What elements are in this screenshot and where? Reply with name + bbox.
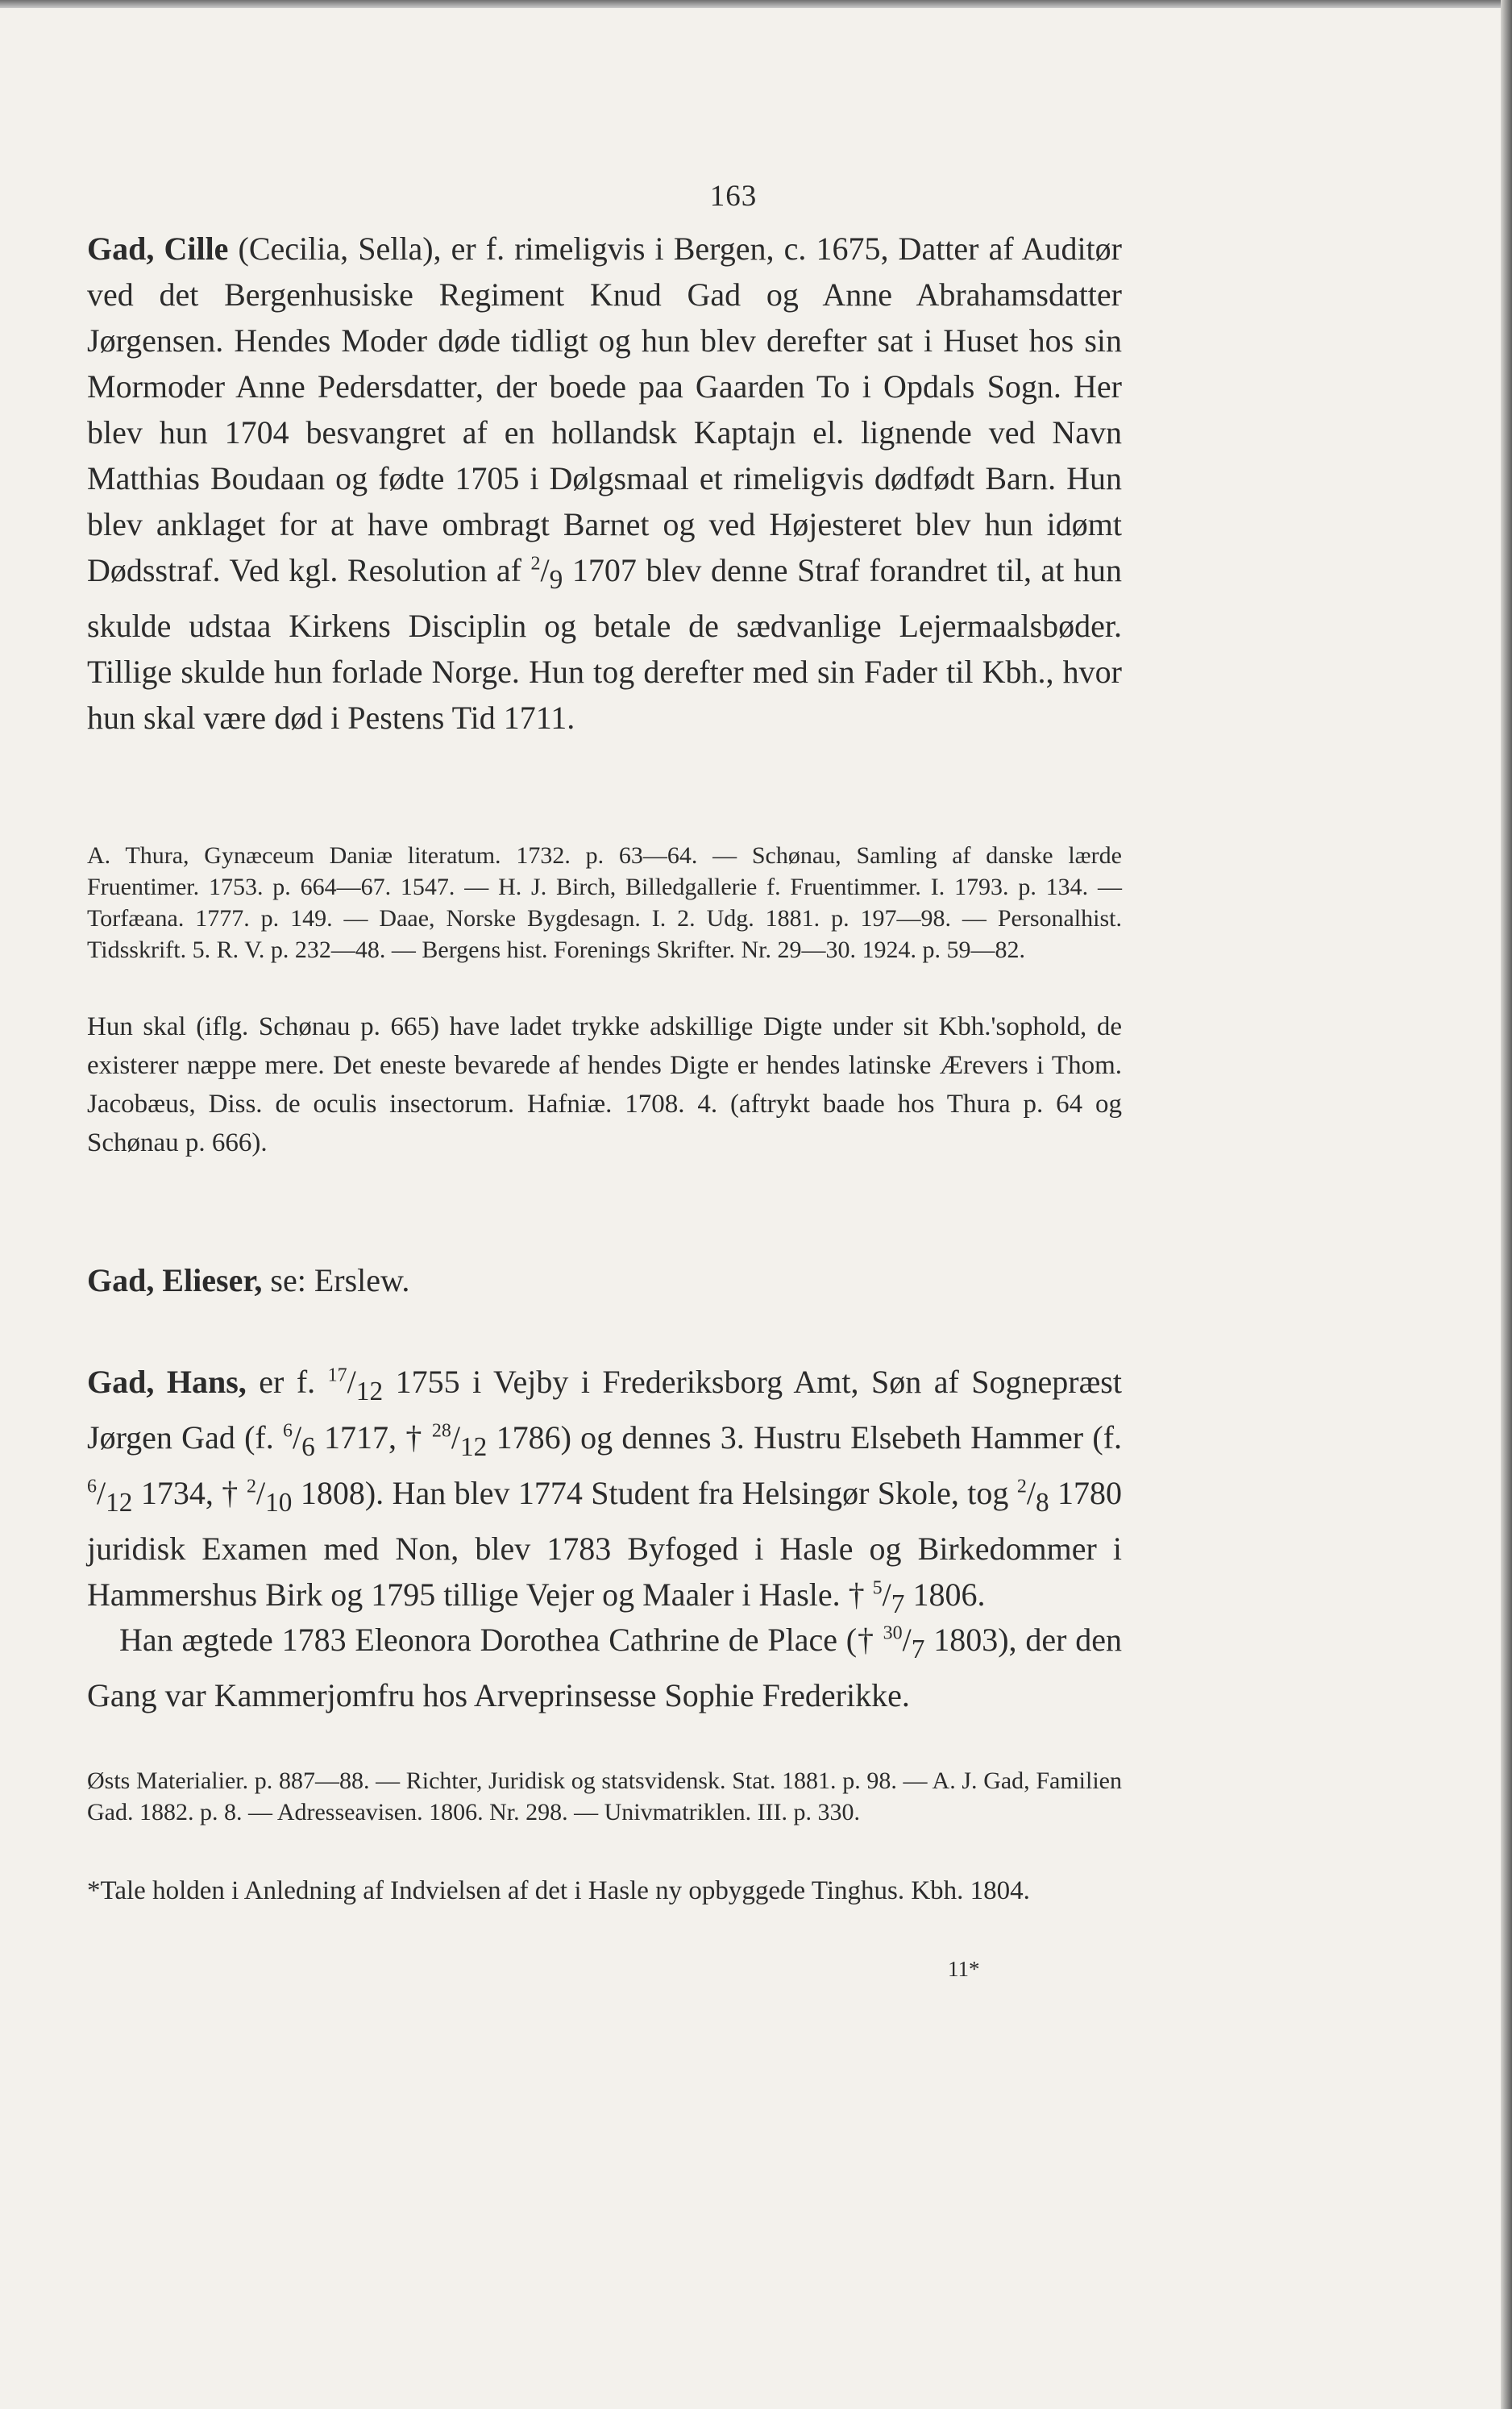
entry-hans-references: Østs Materialier. p. 887—88. — Richter, Juridisk og statsvidensk. Stat. 1881. p. 98. — A. J. Gad, Familien Gad. 1882. p. 8. — Adresseavisen. 1806. Nr. 298. — Univmatriklen. III. p. 330. — [87, 1767, 1122, 1825]
entry-hans-heading: Gad, Hans, — [87, 1364, 247, 1400]
printer-signature: 11* — [948, 1957, 980, 1981]
scan-top-edge — [0, 0, 1512, 8]
scan-right-edge — [1501, 0, 1512, 2409]
entry-hans-note: *Tale holden i Anledning af Indvielsen af det i Hasle ny opbyggede Tinghus. Kbh. 1804. — [87, 1876, 1030, 1905]
entry-hans-body: Gad, Hans, er f. $^{17}/_{12}$ 1755 i Vejby i Frederiksborg Amt, Søn af Sognepræst Jørgen Gad (f. $^6/_6$ 1717, † $^{28}/_{12}$ 1786) og dennes 3. Hustru Elsebeth Hammer (f. $^6/_{12}$ 1734, † $^2/_{10}$ 1808). Han blev 1774 Student fra Helsingør Skole, tog $^2/_8$ 1780 juridisk Examen med Non, blev 1783 Byfoged i Hasle og Birkedommer i Hammershus Birk og 1795 tillige Vejer og Maaler i Hasle. † $^5/_7$ 1806. — [87, 1364, 1123, 1619]
page-number: 163 — [709, 180, 758, 213]
entry-cille-note: Hun skal (iflg. Schønau p. 665) have ladet trykke adskillige Digte under sit Kbh.'sophold, de existerer næppe mere. Det eneste bevarede af hendes Digte er hendes latinske Ærevers i Thom. Jacobæus, Diss. de oculis insectorum. Hafniæ. 1708. 4. (aftrykt baade hos Thura p. 64 og Schønau p. 666). — [87, 1012, 1122, 1157]
entry-elieser: Gad, Elieser, se: Erslew. — [87, 1262, 410, 1298]
entry-cille-references: A. Thura, Gynæceum Daniæ literatum. 1732. p. 63—64. — Schønau, Samling af danske lærde Fruentimer. 1753. p. 664—67. 1547. — H. J. Birch, Billedgallerie f. Fruentimmer. I. 1793. p. 134. — Torfæana. 1777. p. 149. — Daae, Norske Bygdesagn. I. 2. Udg. 1881. p. 197—98. — Personalhist. Tidsskrift. 5. R. V. p. 232—48. — Bergens hist. Forenings Skrifter. Nr. 29—30. 1924. p. 59—82. — [87, 842, 1122, 963]
entry-elieser-heading: Gad, Elieser, — [87, 1262, 263, 1298]
entry-cille-body: Gad, Cille (Cecilia, Sella), er f. rimeligvis i Bergen, c. 1675, Datter af Auditør ved det Bergenhusiske Regiment Knud Gad og Anne Abrahamsdatter Jørgensen. Hendes Moder døde tidligt og hun blev derefter sat i Huset hos sin Mormoder Anne Pedersdatter, der boede paa Gaarden To i Opdals Sogn. Her blev hun 1704 besvangret af en hollandsk Kaptajn el. lignende ved Navn Matthias Boudaan og fødte 1705 i Dølgsmaal et rimeligvis dødfødt Barn. Hun blev anklaget for at have ombragt Barnet og ved Højesteret blev hun idømt Dødsstraf. Ved kgl. Resolution af $^2/_9$ 1707 blev denne Straf forandret til, at hun skulde udstaa Kirkens Disciplin og betale de sædvanlige Lejermaalsbøder. Tillige skulde hun forlade Norge. Hun tog derefter med sin Fader til Kbh., hvor hun skal være død i Pestens Tid 1711. — [87, 231, 1123, 736]
entry-hans-marriage: Han ægtede 1783 Eleonora Dorothea Cathrine de Place († $^{30}/_7$ 1803), der den Gang var Kammerjomfru hos Arveprinsesse Sophie Frederikke. — [87, 1622, 1122, 1713]
entry-cille-heading: Gad, Cille — [87, 231, 229, 267]
